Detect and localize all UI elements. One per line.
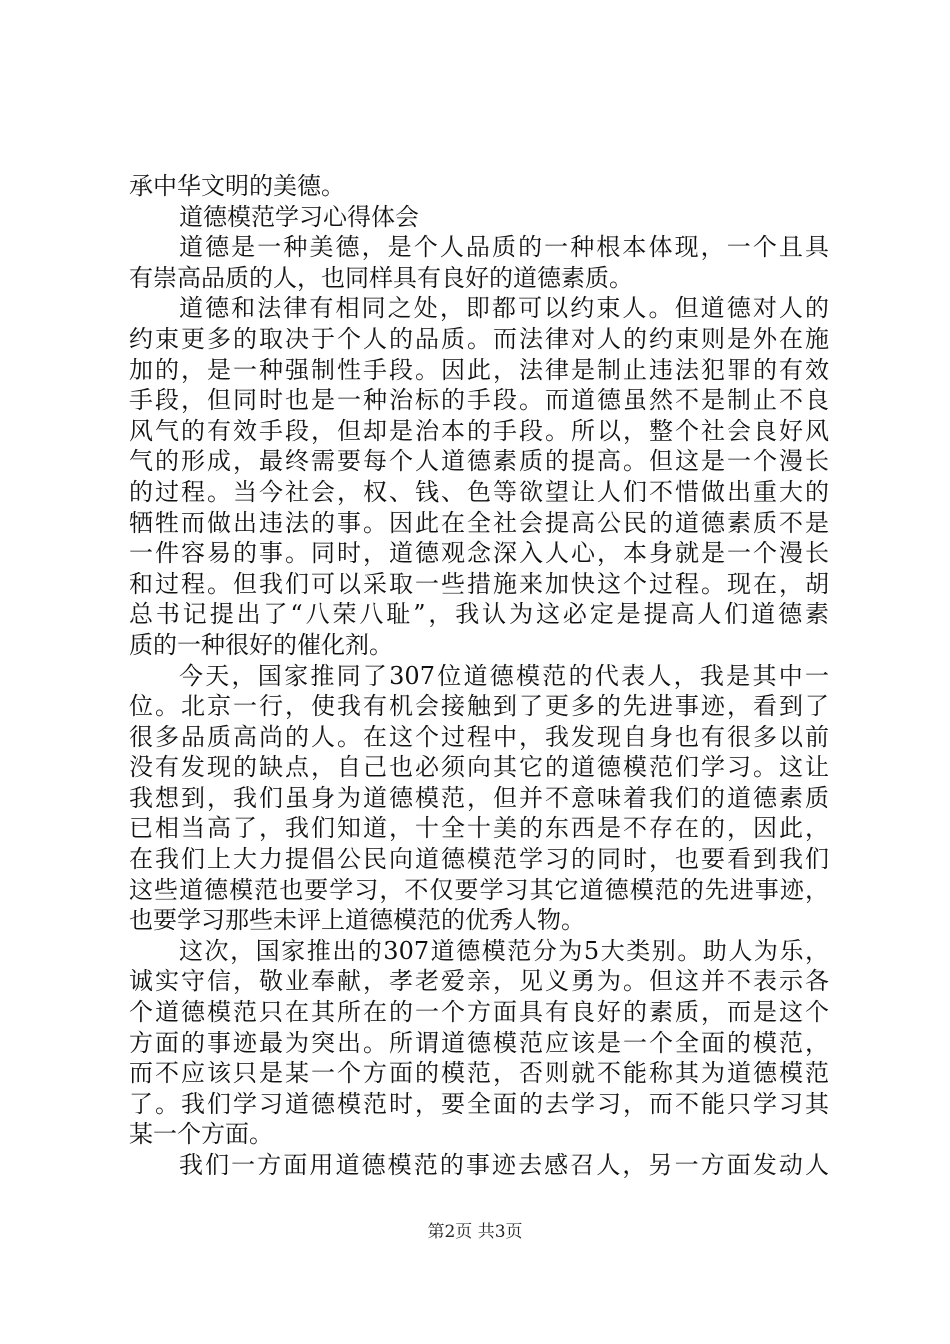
text-line: 承中华文明的美德。 [129, 172, 345, 200]
text-line: 风气的有效手段，但却是治本的手段。所以，整个社会良好风 [129, 416, 829, 445]
text-line: 加的，是一种强制性手段。因此，法律是制止违法犯罪的有效 [129, 355, 829, 384]
text-line: 一件容易的事。同时，道德观念深入人心，本身就是一个漫长 [129, 539, 829, 568]
text-line: 方面的事迹最为突出。所谓道德模范应该是一个全面的模范， [129, 1028, 829, 1057]
text-line: 很多品质高尚的人。在这个过程中，我发现自身也有很多以前 [129, 722, 829, 751]
text-line: 我们一方面用道德模范的事迹去感召人，另一方面发动人 [179, 1151, 829, 1179]
text-line: 约束更多的取决于个人的品质。而法律对人的约束则是外在施 [129, 324, 829, 353]
text-line: 手段，但同时也是一种治标的手段。而道德虽然不是制止不良 [129, 386, 829, 415]
text-line: 有崇高品质的人，也同样具有良好的道德素质。 [129, 263, 633, 292]
text-line: 牺牲而做出违法的事。因此在全社会提高公民的道德素质不是 [129, 508, 829, 537]
text-line: 道德是一种美德，是个人品质的一种根本体现，一个且具 [179, 233, 829, 262]
text-line: 和过程。但我们可以采取一些措施来加快这个过程。现在，胡 [129, 569, 829, 598]
text-line: 某一个方面。 [129, 1120, 273, 1149]
text-line: 这些道德模范也要学习，不仅要学习其它道德模范的先进事迹， [129, 875, 829, 904]
text-line: 而不应该只是某一个方面的模范，否则就不能称其为道德模范 [129, 1059, 829, 1088]
text-line: 道德和法律有相同之处，即都可以约束人。但道德对人的 [179, 294, 829, 323]
text-line: 我想到，我们虽身为道德模范，但并不意味着我们的道德素质 [129, 783, 829, 812]
text-line: 已相当高了，我们知道，十全十美的东西是不存在的，因此， [129, 814, 829, 843]
page-number: 第2页 共3页 [427, 1222, 523, 1242]
text-line: 今天，国家推同了307位道德模范的代表人，我是其中一 [179, 661, 829, 690]
document-body [129, 171, 829, 1181]
text-line: 在我们上大力提倡公民向道德模范学习的同时，也要看到我们 [129, 845, 829, 874]
text-line: 也要学习那些未评上道德模范的优秀人物。 [129, 906, 585, 935]
text-line: 位。北京一行，使我有机会接触到了更多的先进事迹，看到了 [129, 692, 829, 721]
text-line: 这次，国家推出的307道德模范分为5大类别。助人为乐， [179, 936, 829, 965]
text-line: 总书记提出了“八荣八耻”，我认为这必定是提高人们道德素 [129, 600, 829, 629]
text-line: 了。我们学习道德模范时，要全面的去学习，而不能只学习其 [129, 1089, 829, 1118]
text-line: 个道德模范只在其所在的一个方面具有良好的素质，而是这个 [129, 998, 829, 1027]
text-line: 没有发现的缺点，自己也必须向其它的道德模范们学习。这让 [129, 753, 829, 782]
text-line: 的过程。当今社会，权、钱、色等欲望让人们不惜做出重大的 [129, 477, 829, 506]
text-line: 气的形成，最终需要每个人道德素质的提高。但这是一个漫长 [129, 447, 829, 476]
section-title: 道德模范学习心得体会 [179, 202, 419, 231]
text-line: 质的一种很好的催化剂。 [129, 630, 393, 659]
text-line: 诚实守信，敬业奉献，孝老爱亲，见义勇为。但这并不表示各 [129, 967, 829, 996]
